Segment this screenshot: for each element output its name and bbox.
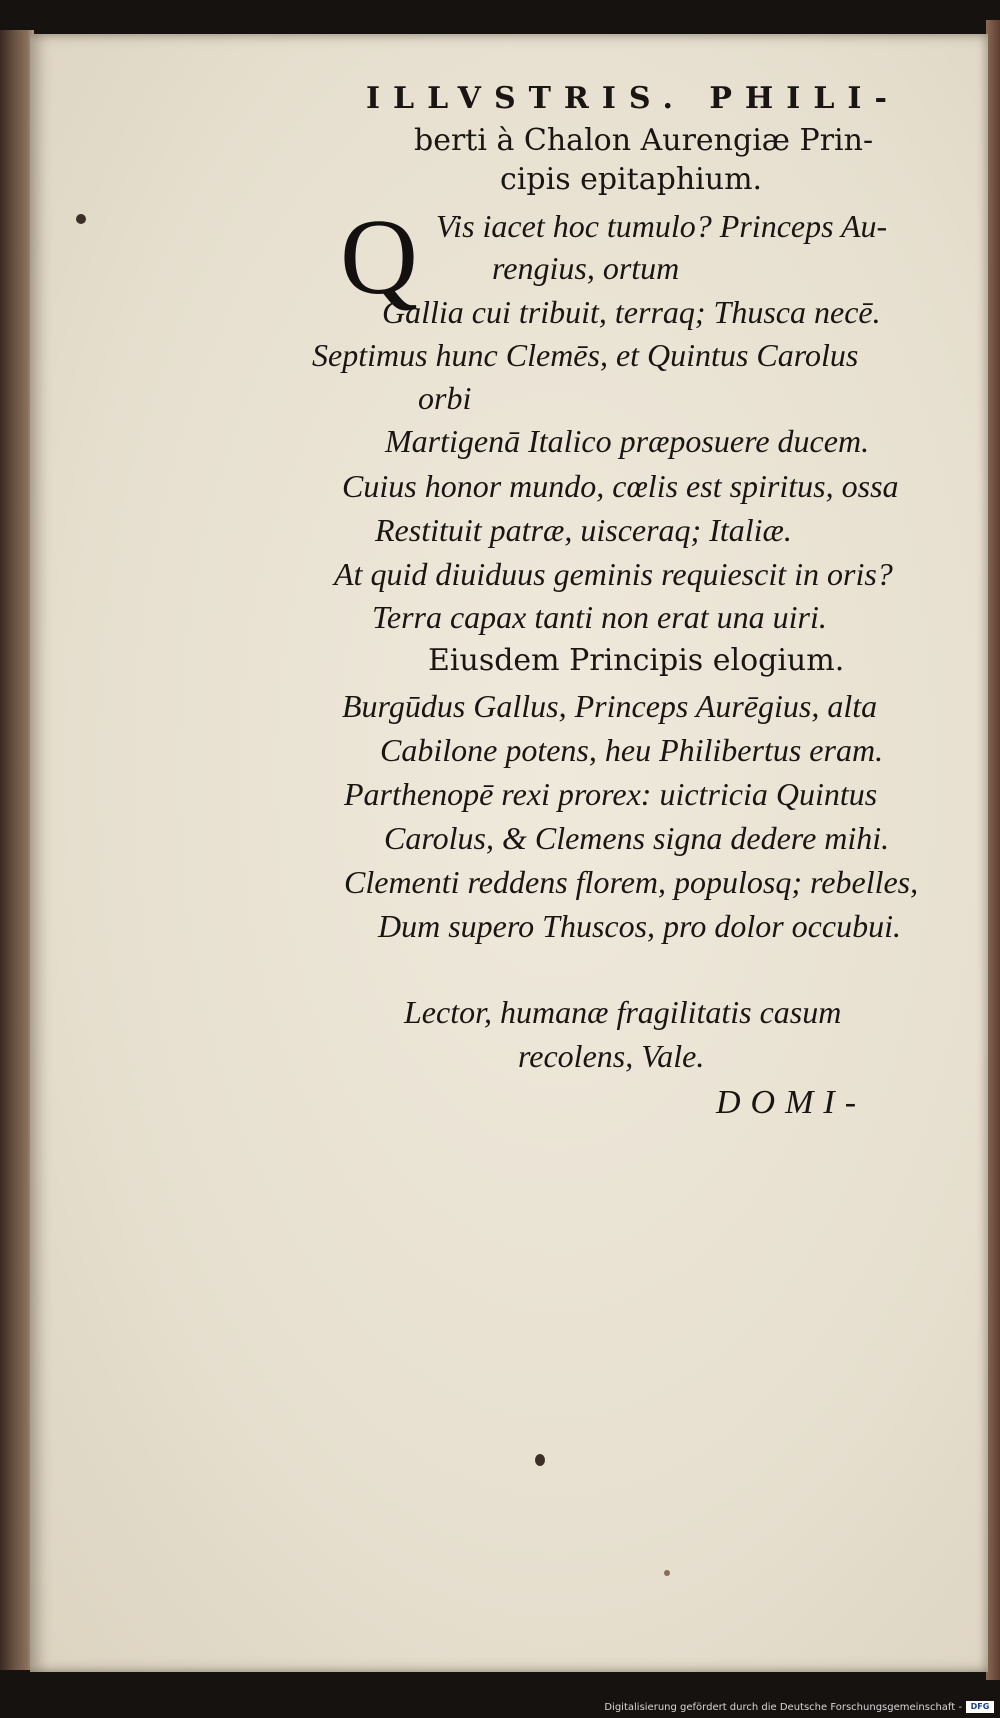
- elogium-line-1: Burgūdus Gallus, Princeps Aurēgius, alta: [342, 688, 878, 724]
- ink-speck: [76, 214, 86, 224]
- footer-bar: [0, 1694, 1000, 1718]
- catchword: DOMI-: [716, 1084, 867, 1121]
- epitaph-line-5: orbi: [418, 380, 472, 416]
- elogium-line-3: Parthenopē rexi prorex: uictricia Quintus: [344, 776, 878, 812]
- heading-line-2: berti à Chalon Aurengiæ Prin-: [414, 123, 874, 158]
- footer-credit: Digitalisierung gefördert durch die Deutsche Forschungsgemeinschaft -: [604, 1702, 962, 1713]
- epitaph-line-1: Vis iacet hoc tumulo? Princeps Au-: [436, 208, 888, 244]
- elogium-line-4: Carolus, & Clemens signa dedere mihi.: [384, 820, 890, 856]
- epitaph-line-9: At quid diuiduus geminis requiescit in oris?: [334, 556, 893, 592]
- epitaph-line-7: Cuius honor mundo, cœlis est spiritus, ossa: [342, 468, 899, 504]
- heading-line-3: cipis epitaphium.: [500, 162, 763, 197]
- book-page: [30, 34, 988, 1672]
- closing-line-1: Lector, humanæ fragilitatis casum: [404, 994, 842, 1030]
- epitaph-line-8: Restituit patræ, uisceraq; Italiæ.: [375, 512, 792, 548]
- epitaph-dropcap: Q: [340, 198, 418, 317]
- elogium-heading: Eiusdem Principis elogium.: [428, 643, 845, 678]
- ink-speck: [535, 1454, 545, 1466]
- epitaph-line-6: Martigenā Italico præposuere ducem.: [385, 423, 870, 459]
- epitaph-line-2: rengius, ortum: [492, 250, 680, 286]
- epitaph-line-10: Terra capax tanti non erat una uiri.: [372, 599, 827, 635]
- epitaph-line-4: Septimus hunc Clemēs, et Quintus Carolus: [312, 337, 859, 373]
- elogium-line-6: Dum supero Thuscos, pro dolor occubui.: [378, 908, 901, 944]
- dfg-logo: DFG: [966, 1701, 994, 1713]
- ink-speck: [664, 1570, 670, 1576]
- page-text: [30, 34, 988, 1672]
- epitaph-line-3: Gallia cui tribuit, terraq; Thusca necē.: [382, 294, 881, 330]
- book-binding-right: [986, 20, 1000, 1680]
- closing-line-2: recolens, Vale.: [518, 1038, 705, 1074]
- elogium-line-5: Clementi reddens florem, populosq; rebelles,: [344, 864, 919, 900]
- elogium-line-2: Cabilone potens, heu Philibertus eram.: [380, 732, 884, 768]
- heading-line-1: ILLVSTRIS. PHILI-: [366, 81, 900, 116]
- book-binding-left: [0, 30, 34, 1670]
